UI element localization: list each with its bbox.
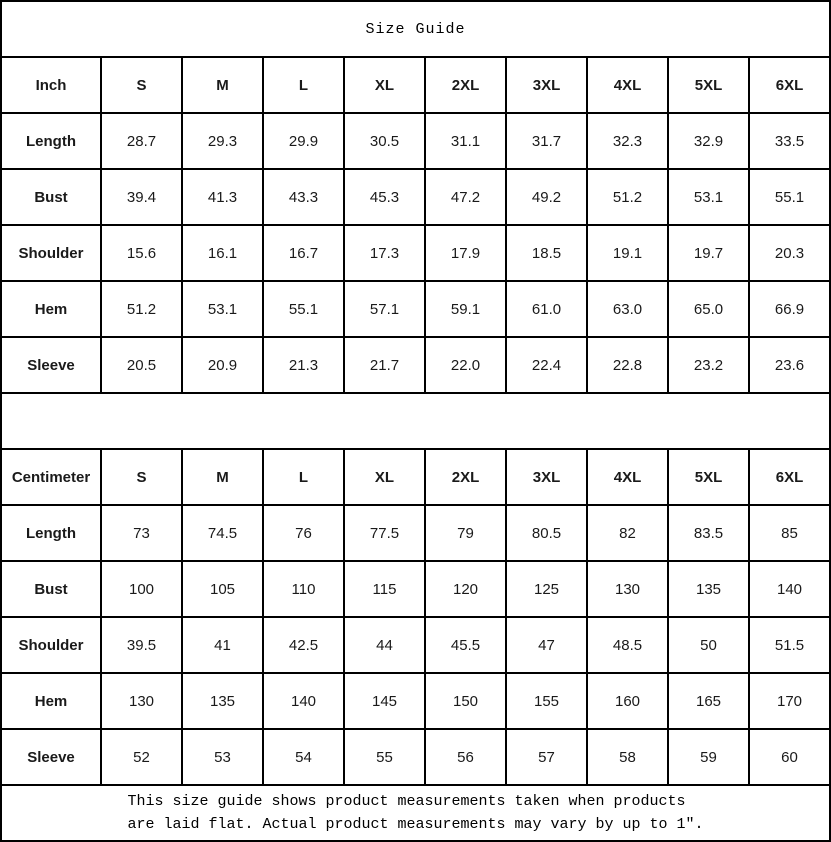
value-cell: 55.1 [749,169,830,225]
value-cell: 58 [587,729,668,785]
value-cell: 59 [668,729,749,785]
size-header-cell: 5XL [668,57,749,113]
footer-text-block [127,790,703,837]
size-header-cell: S [101,57,182,113]
value-cell: 135 [182,673,263,729]
value-cell: 39.5 [101,617,182,673]
size-header-cell: M [182,57,263,113]
value-cell: 50 [668,617,749,673]
footer-line-1: This size guide shows product measurements taken when products [127,792,686,810]
spacer-row [1,393,830,449]
value-cell: 22.0 [425,337,506,393]
size-header-cell: XL [344,57,425,113]
value-cell: 15.6 [101,225,182,281]
value-cell: 43.3 [263,169,344,225]
value-cell: 32.3 [587,113,668,169]
size-header-cell: 2XL [425,449,506,505]
value-cell: 31.7 [506,113,587,169]
value-cell: 125 [506,561,587,617]
spacer-cell [1,393,830,449]
value-cell: 135 [668,561,749,617]
table-row [1,729,830,785]
value-cell: 55.1 [263,281,344,337]
value-cell: 63.0 [587,281,668,337]
value-cell: 85 [749,505,830,561]
value-cell: 20.3 [749,225,830,281]
table-row [1,337,830,393]
value-cell: 57 [506,729,587,785]
value-cell: 77.5 [344,505,425,561]
value-cell: 82 [587,505,668,561]
row-label: Shoulder [1,225,101,281]
size-header-cell: 3XL [506,57,587,113]
value-cell: 115 [344,561,425,617]
row-label: Hem [1,673,101,729]
value-cell: 49.2 [506,169,587,225]
value-cell: 80.5 [506,505,587,561]
value-cell: 48.5 [587,617,668,673]
value-cell: 41.3 [182,169,263,225]
table-row [1,225,830,281]
value-cell: 76 [263,505,344,561]
value-cell: 160 [587,673,668,729]
row-label: Shoulder [1,617,101,673]
size-header-cell: S [101,449,182,505]
size-header-cell: 4XL [587,449,668,505]
value-cell: 51.5 [749,617,830,673]
value-cell: 45.3 [344,169,425,225]
value-cell: 55 [344,729,425,785]
table-row [1,113,830,169]
value-cell: 17.9 [425,225,506,281]
size-header-cell: 2XL [425,57,506,113]
value-cell: 83.5 [668,505,749,561]
size-header-cell: 4XL [587,57,668,113]
value-cell: 20.9 [182,337,263,393]
value-cell: 130 [101,673,182,729]
size-header-cell: 6XL [749,57,830,113]
value-cell: 120 [425,561,506,617]
value-cell: 47 [506,617,587,673]
row-label: Sleeve [1,729,101,785]
value-cell: 23.2 [668,337,749,393]
table-row [1,617,830,673]
value-cell: 140 [263,673,344,729]
value-cell: 23.6 [749,337,830,393]
value-cell: 65.0 [668,281,749,337]
value-cell: 57.1 [344,281,425,337]
value-cell: 105 [182,561,263,617]
value-cell: 59.1 [425,281,506,337]
value-cell: 31.1 [425,113,506,169]
value-cell: 53.1 [182,281,263,337]
value-cell: 170 [749,673,830,729]
table-row [1,169,830,225]
value-cell: 61.0 [506,281,587,337]
value-cell: 16.7 [263,225,344,281]
row-label: Length [1,505,101,561]
unit-label-inch: Inch [1,57,101,113]
value-cell: 155 [506,673,587,729]
value-cell: 45.5 [425,617,506,673]
value-cell: 32.9 [668,113,749,169]
value-cell: 29.3 [182,113,263,169]
value-cell: 79 [425,505,506,561]
unit-label-centimeter: Centimeter [1,449,101,505]
value-cell: 145 [344,673,425,729]
value-cell: 74.5 [182,505,263,561]
value-cell: 54 [263,729,344,785]
value-cell: 19.1 [587,225,668,281]
row-label: Bust [1,169,101,225]
value-cell: 29.9 [263,113,344,169]
value-cell: 165 [668,673,749,729]
centimeter-header-row [1,449,830,505]
table-row [1,505,830,561]
size-header-cell: M [182,449,263,505]
value-cell: 42.5 [263,617,344,673]
value-cell: 22.4 [506,337,587,393]
table-row [1,673,830,729]
value-cell: 21.7 [344,337,425,393]
value-cell: 18.5 [506,225,587,281]
row-label: Sleeve [1,337,101,393]
size-header-cell: 5XL [668,449,749,505]
size-header-cell: 6XL [749,449,830,505]
value-cell: 22.8 [587,337,668,393]
value-cell: 53 [182,729,263,785]
value-cell: 44 [344,617,425,673]
value-cell: 39.4 [101,169,182,225]
value-cell: 17.3 [344,225,425,281]
page-title: Size Guide [1,1,830,57]
value-cell: 140 [749,561,830,617]
value-cell: 47.2 [425,169,506,225]
table-row [1,281,830,337]
value-cell: 21.3 [263,337,344,393]
size-header-cell: L [263,449,344,505]
row-label: Length [1,113,101,169]
table-row [1,561,830,617]
value-cell: 66.9 [749,281,830,337]
value-cell: 73 [101,505,182,561]
value-cell: 52 [101,729,182,785]
value-cell: 51.2 [101,281,182,337]
value-cell: 130 [587,561,668,617]
size-header-cell: 3XL [506,449,587,505]
row-label: Bust [1,561,101,617]
value-cell: 51.2 [587,169,668,225]
value-cell: 53.1 [668,169,749,225]
value-cell: 28.7 [101,113,182,169]
footer-note [1,785,830,841]
value-cell: 19.7 [668,225,749,281]
value-cell: 100 [101,561,182,617]
value-cell: 60 [749,729,830,785]
size-header-cell: L [263,57,344,113]
footer-line-2: are laid flat. Actual product measurements may vary by up to 1″. [127,816,704,833]
value-cell: 33.5 [749,113,830,169]
value-cell: 41 [182,617,263,673]
value-cell: 56 [425,729,506,785]
title-row [1,1,830,57]
row-label: Hem [1,281,101,337]
value-cell: 110 [263,561,344,617]
value-cell: 150 [425,673,506,729]
value-cell: 16.1 [182,225,263,281]
inch-header-row [1,57,830,113]
footer-row [1,785,830,841]
value-cell: 30.5 [344,113,425,169]
size-header-cell: XL [344,449,425,505]
value-cell: 20.5 [101,337,182,393]
